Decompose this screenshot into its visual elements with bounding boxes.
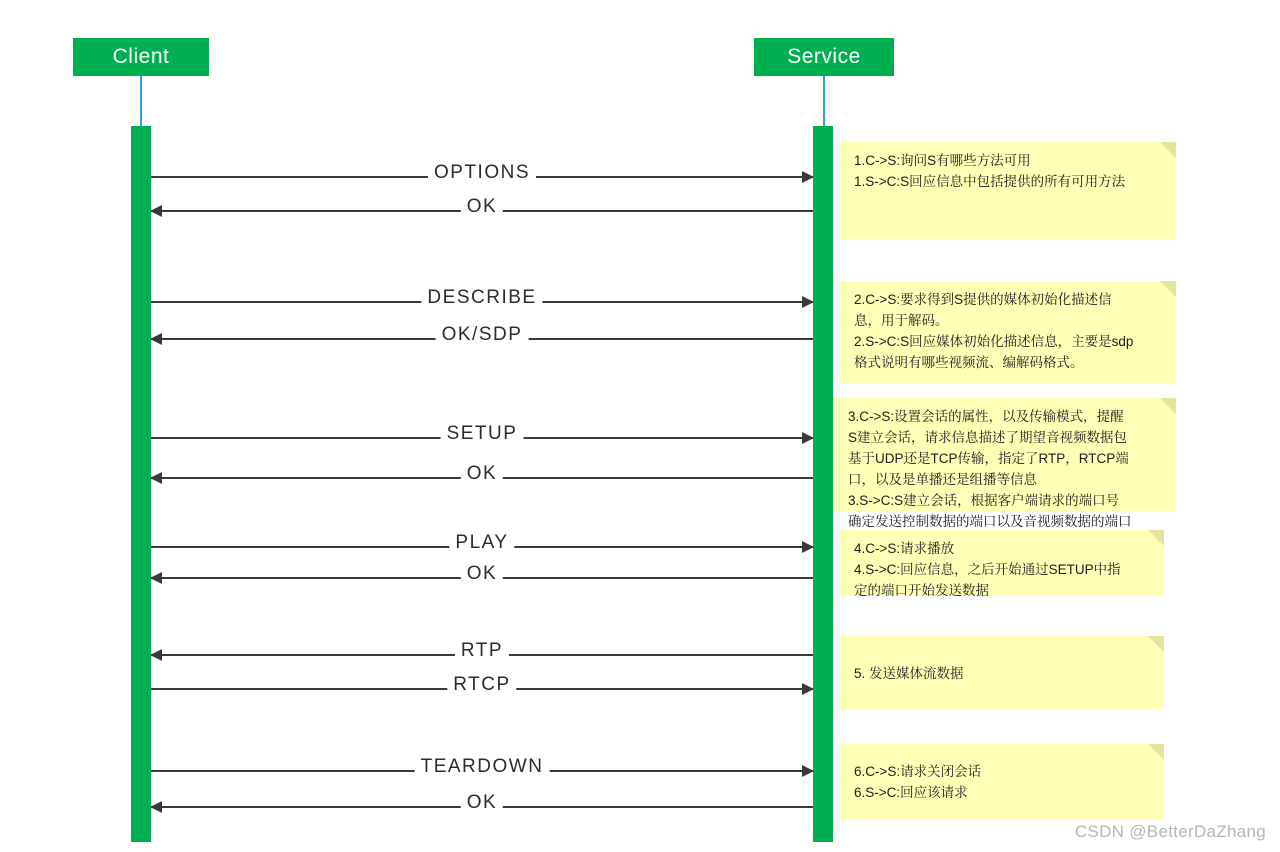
message-describe — [151, 287, 813, 308]
note-setup — [834, 398, 1176, 529]
message-options — [151, 162, 813, 183]
message-label: OK — [461, 792, 503, 814]
arrowhead-left-icon — [150, 205, 162, 217]
message-setup-ok — [151, 463, 813, 484]
note-line: 6.C->S:请求关闭会话 — [854, 764, 982, 779]
note-play — [840, 530, 1164, 596]
note-line: 定的端口开始发送数据 — [854, 583, 989, 598]
message-label: OK — [461, 196, 503, 218]
message-setup — [151, 423, 813, 444]
note-line: 格式说明有哪些视频流、编解码格式。 — [854, 355, 1084, 370]
message-rtp — [151, 640, 813, 661]
arrowhead-left-icon — [150, 649, 162, 661]
participant-label-client: Client — [112, 45, 170, 68]
note-line: 4.S->C:回应信息，之后开始通过SETUP中指 — [854, 562, 1121, 577]
message-label: OK/SDP — [436, 324, 529, 346]
note-options — [840, 142, 1176, 240]
participant-head-service — [754, 38, 894, 76]
message-label: TEARDOWN — [415, 756, 550, 778]
message-teardown-ok — [151, 792, 813, 813]
note-fold-icon — [1148, 636, 1164, 652]
note-teardown — [840, 744, 1164, 820]
note-line: 口，以及是单播还是组播等信息 — [848, 472, 1037, 487]
arrowhead-right-icon — [802, 683, 814, 695]
arrowhead-right-icon — [802, 541, 814, 553]
lifeline-stem-service — [823, 76, 825, 128]
arrowhead-right-icon — [802, 432, 814, 444]
watermark: CSDN @BetterDaZhang — [1074, 822, 1266, 841]
note-line: 1.S->C:S回应信息中包括提供的所有可用方法 — [854, 174, 1126, 189]
note-fold-icon — [1148, 530, 1164, 546]
participant-head-client — [73, 38, 209, 76]
arrowhead-right-icon — [802, 171, 814, 183]
arrowhead-left-icon — [150, 333, 162, 345]
message-rtcp — [151, 674, 813, 695]
arrowhead-left-icon — [150, 472, 162, 484]
note-line: 确定发送控制数据的端口以及音视频数据的端口 — [848, 514, 1132, 529]
arrowhead-left-icon — [150, 801, 162, 813]
note-line: 3.C->S:设置会话的属性，以及传输模式，提醒 — [848, 409, 1124, 424]
message-options-ok — [151, 196, 813, 217]
note-fold-icon — [1160, 281, 1176, 297]
note-describe — [840, 281, 1176, 383]
message-label: RTP — [455, 640, 509, 662]
message-teardown — [151, 756, 813, 777]
note-line: 2.S->C:S回应媒体初始化描述信息，主要是sdp — [854, 334, 1134, 349]
note-line: 息，用于解码。 — [854, 313, 949, 328]
message-play — [151, 532, 813, 553]
message-label: DESCRIBE — [421, 287, 542, 309]
note-line: 4.C->S:请求播放 — [854, 541, 955, 556]
message-label: RTCP — [447, 674, 516, 696]
note-line: S建立会话，请求信息描述了期望音视频数据包 — [848, 430, 1128, 445]
note-line: 基于UDP还是TCP传输，指定了RTP，RTCP端 — [848, 451, 1129, 466]
note-line: 5. 发送媒体流数据 — [854, 665, 964, 681]
note-rtp — [840, 636, 1164, 710]
note-line: 2.C->S:要求得到S提供的媒体初始化描述信 — [854, 292, 1112, 307]
message-label: SETUP — [441, 423, 524, 445]
note-line: 6.S->C:回应该请求 — [854, 785, 968, 800]
lifeline-bar-service — [813, 126, 833, 842]
note-fold-icon — [1148, 744, 1164, 760]
note-line: 1.C->S:询问S有哪些方法可用 — [854, 153, 1031, 168]
arrowhead-right-icon — [802, 296, 814, 308]
arrowhead-left-icon — [150, 572, 162, 584]
note-line: 3.S->C:S建立会话，根据客户端请求的端口号 — [848, 493, 1120, 508]
message-label: OPTIONS — [428, 162, 536, 184]
message-label: OK — [461, 563, 503, 585]
message-describe-ok-sdp — [151, 324, 813, 345]
message-play-ok — [151, 563, 813, 584]
message-label: PLAY — [449, 532, 514, 554]
participant-label-service: Service — [787, 45, 861, 68]
lifeline-bar-client — [131, 126, 151, 842]
note-fold-icon — [1160, 398, 1176, 414]
arrowhead-right-icon — [802, 765, 814, 777]
message-label: OK — [461, 463, 503, 485]
note-fold-icon — [1160, 142, 1176, 158]
lifeline-stem-client — [140, 76, 142, 128]
